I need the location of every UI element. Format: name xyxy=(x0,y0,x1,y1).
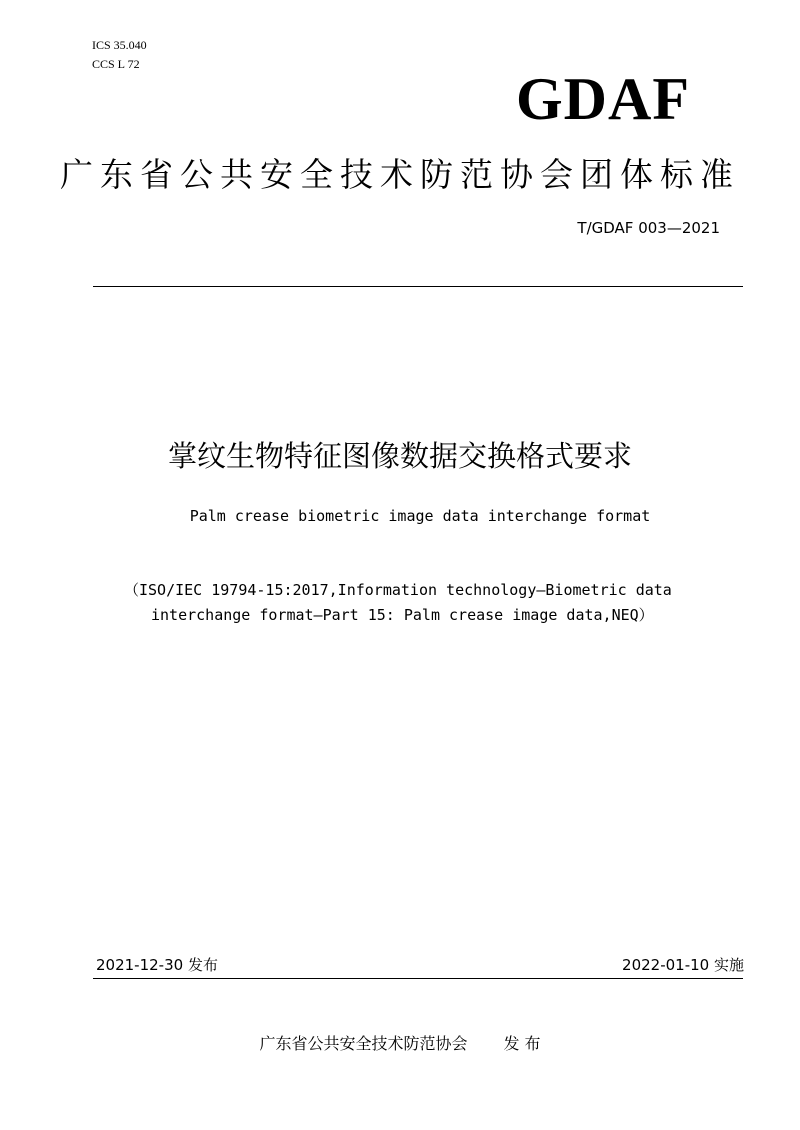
bottom-divider xyxy=(93,978,743,979)
publisher-name: 广东省公共安全技术防范协会 xyxy=(259,1034,468,1053)
ccs-code: CCS L 72 xyxy=(92,57,140,71)
document-title-cn: 掌纹生物特征图像数据交换格式要求 xyxy=(167,439,632,473)
publish-date: 2021-12-30 发布 xyxy=(96,956,218,974)
equivalence-note-line-1: （ISO/IEC 19794-15:2017,Information technology—Biometric data xyxy=(124,581,672,599)
standard-code: T/GDAF 003—2021 xyxy=(577,219,720,237)
standard-category-title: 广东省公共安全技术防范协会团体标准 xyxy=(60,155,740,194)
publisher-line xyxy=(0,1033,800,1055)
implement-date: 2022-01-10 实施 xyxy=(622,956,744,974)
ics-code: ICS 35.040 xyxy=(92,38,147,52)
equivalence-note-line-2: interchange format—Part 15: Palm crease image data,NEQ） xyxy=(151,606,654,624)
top-divider xyxy=(93,286,743,287)
gdaf-logo: GDAF xyxy=(516,66,690,132)
document-title-en: Palm crease biometric image data interchange format xyxy=(189,507,651,525)
publisher-action: 发 布 xyxy=(503,1034,541,1053)
